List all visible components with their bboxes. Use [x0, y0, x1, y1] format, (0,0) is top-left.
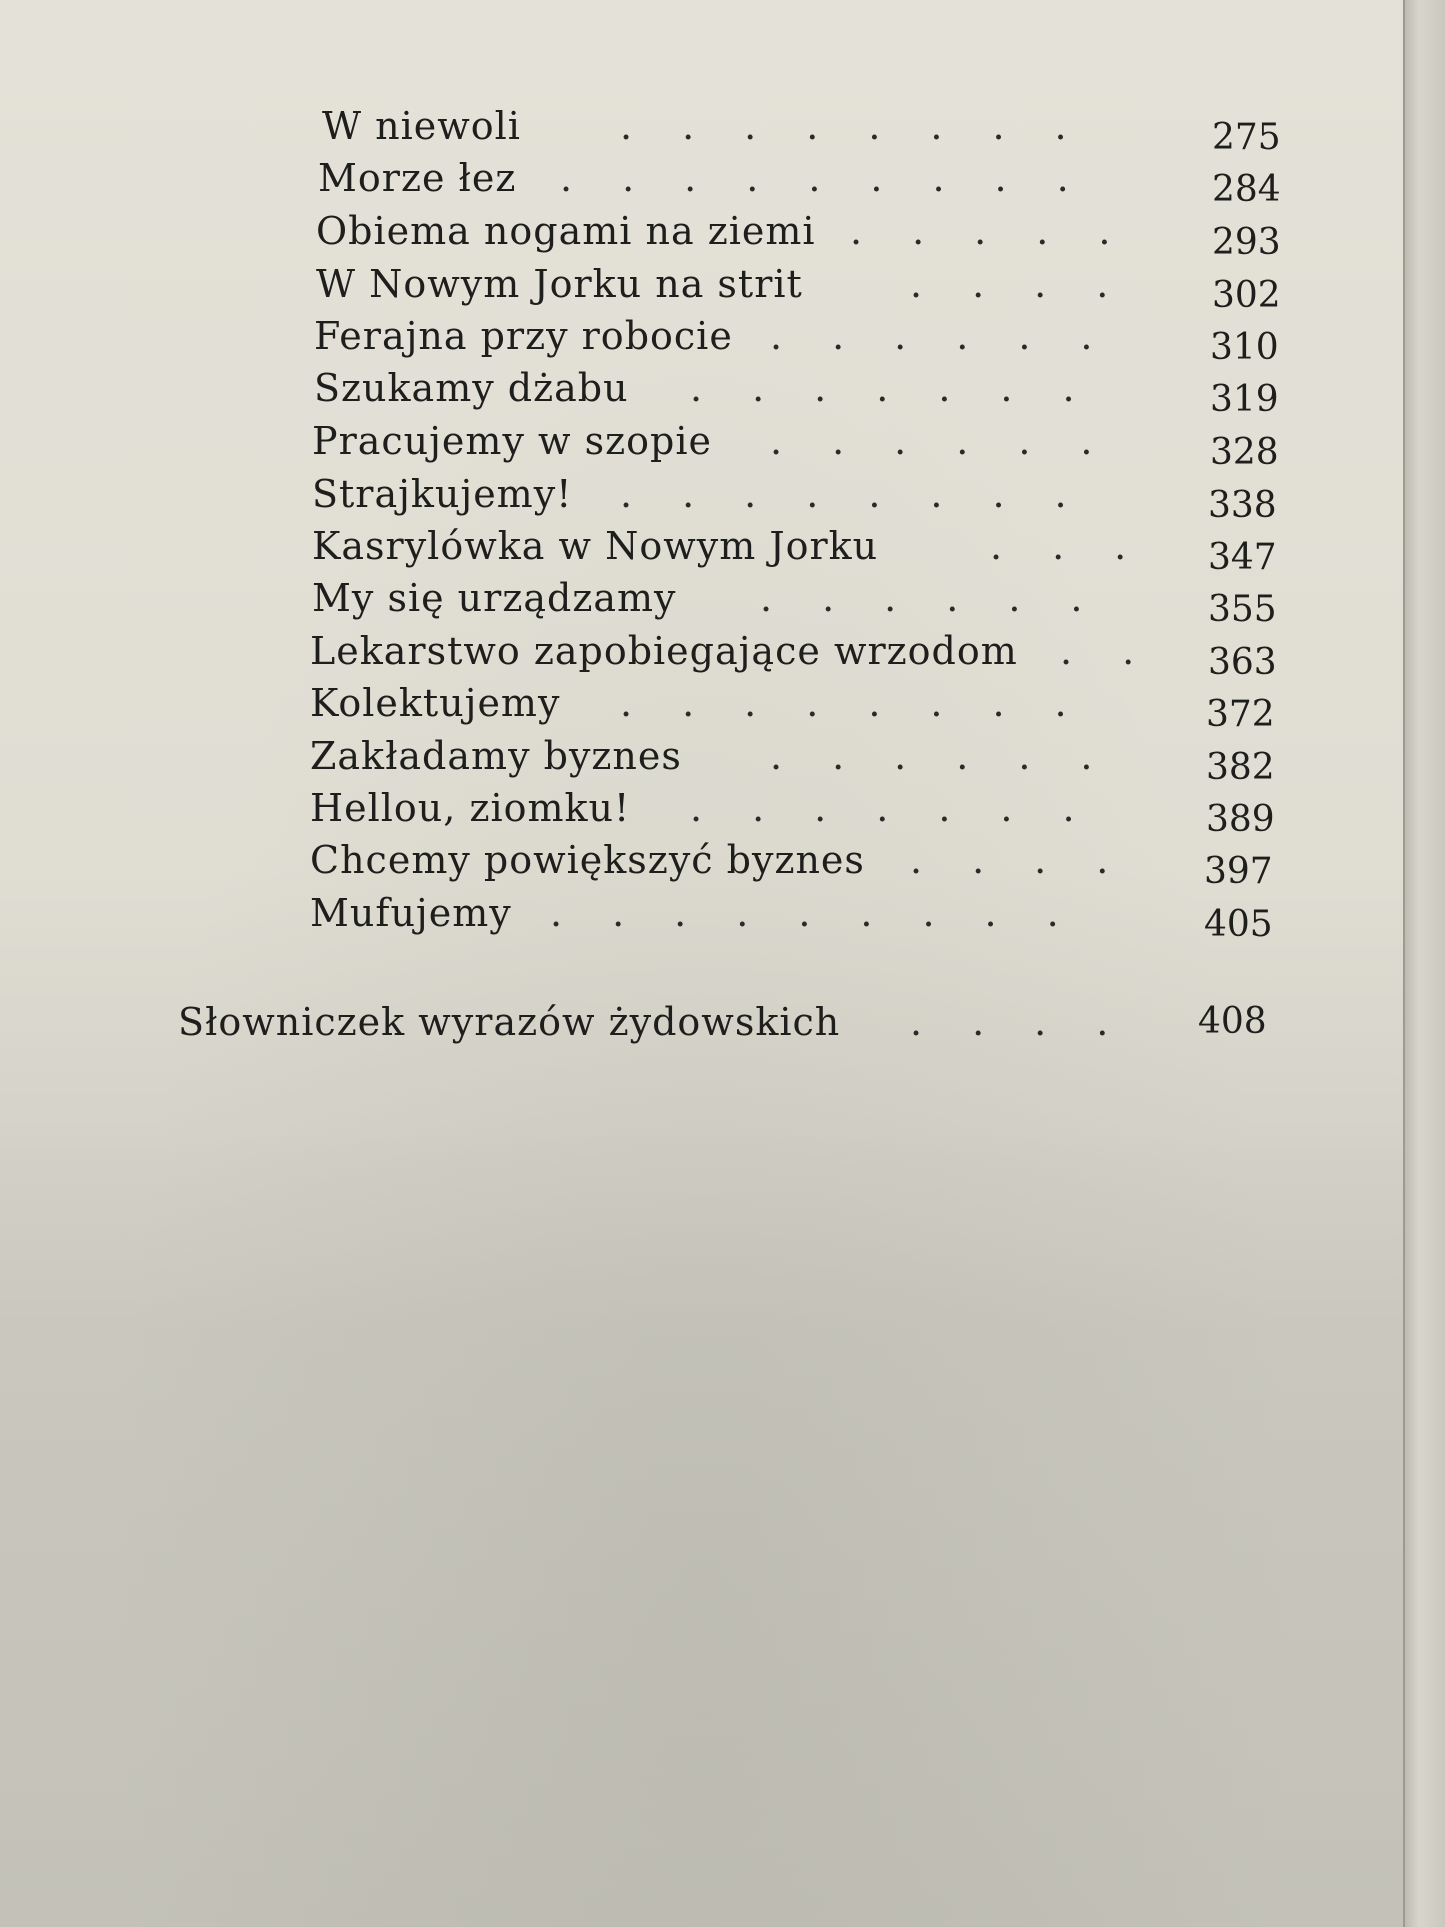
- toc-entry-title: Morze łez: [318, 156, 517, 200]
- dot-leader: ...: [990, 524, 1177, 568]
- toc-entry-page: 397: [1204, 851, 1273, 892]
- toc-entry-title: Zakładamy byznes: [310, 734, 682, 778]
- toc-entry-title: W niewoli: [322, 104, 521, 148]
- dot-leader: ......: [770, 734, 1143, 778]
- dot-leader: ..: [1060, 629, 1185, 673]
- toc-entry-title: Ferajna przy robocie: [314, 314, 733, 358]
- toc-entry-title: Mufujemy: [310, 891, 512, 935]
- toc-entry-page: 382: [1206, 747, 1275, 788]
- dot-leader: .....: [850, 209, 1161, 253]
- dot-leader: ........: [620, 104, 1117, 148]
- toc-entry-page: 310: [1210, 327, 1279, 368]
- toc-entry: [312, 415, 1290, 473]
- toc-entry: [316, 205, 1290, 263]
- toc-entry-page: 405: [1204, 904, 1273, 945]
- toc-entry-title: Hellou, ziomku!: [310, 786, 631, 830]
- toc-entry: [312, 572, 1290, 630]
- toc-entry-title: Kolektujemy: [310, 681, 561, 725]
- toc-entry-page: 293: [1212, 222, 1281, 263]
- toc-entry: [312, 520, 1290, 578]
- toc-entry-title: Lekarstwo zapobiegające wrzodom: [310, 629, 1018, 673]
- toc-appendix-entry: [178, 996, 1288, 1048]
- dot-leader: ....: [910, 1000, 1159, 1044]
- toc-entry: [312, 468, 1290, 526]
- toc-entry-title: Szukamy dżabu: [314, 366, 629, 410]
- toc-entry-title: My się urządzamy: [312, 576, 677, 620]
- toc-entry-page: 363: [1208, 642, 1277, 683]
- toc-entry: [310, 625, 1290, 683]
- toc-entry-page: 355: [1208, 589, 1277, 630]
- page-shadow: [0, 1130, 1405, 1927]
- dot-leader: ........: [620, 681, 1117, 725]
- dot-leader: .......: [690, 366, 1125, 410]
- toc-entry-page: 319: [1210, 379, 1279, 420]
- toc-entry: [310, 730, 1290, 788]
- toc-entry: [310, 834, 1290, 892]
- toc-entry-title: Obiema nogami na ziemi: [316, 209, 816, 253]
- toc-entry: [318, 152, 1290, 210]
- toc-entry: [314, 310, 1290, 368]
- dot-leader: .........: [550, 891, 1109, 935]
- toc-entry: [310, 782, 1290, 840]
- page-edge: [1403, 0, 1445, 1927]
- toc-entry-page: 347: [1208, 537, 1277, 578]
- toc-entry-page: 372: [1206, 694, 1275, 735]
- toc-entry-page: 275: [1212, 117, 1281, 158]
- dot-leader: ........: [620, 472, 1117, 516]
- toc-entry: [322, 100, 1290, 158]
- toc-entry: [316, 258, 1290, 316]
- toc-entry-page: 389: [1206, 799, 1275, 840]
- toc-entry-title: Kasrylówka w Nowym Jorku: [312, 524, 879, 568]
- toc-appendix-page: 408: [1198, 1001, 1267, 1042]
- dot-leader: ......: [770, 419, 1143, 463]
- dot-leader: ....: [910, 262, 1159, 306]
- toc-entry: [310, 887, 1290, 945]
- toc-entry: [314, 362, 1290, 420]
- toc-entry-title: Strajkujemy!: [312, 472, 573, 516]
- dot-leader: .......: [690, 786, 1125, 830]
- dot-leader: ....: [910, 838, 1159, 882]
- toc-appendix-title: Słowniczek wyrazów żydowskich: [178, 1000, 841, 1044]
- toc-entry-title: Pracujemy w szopie: [312, 419, 712, 463]
- toc-entry-page: 302: [1212, 275, 1281, 316]
- toc-entry-title: Chcemy powiększyć byznes: [310, 838, 865, 882]
- toc-entry-page: 284: [1212, 169, 1281, 210]
- dot-leader: ......: [770, 314, 1143, 358]
- toc-entry-page: 338: [1208, 485, 1277, 526]
- toc-entry: [310, 677, 1290, 735]
- dot-leader: ......: [760, 576, 1133, 620]
- toc-entry-page: 328: [1210, 432, 1279, 473]
- toc-entry-title: W Nowym Jorku na strit: [316, 262, 803, 306]
- dot-leader: .........: [560, 156, 1119, 200]
